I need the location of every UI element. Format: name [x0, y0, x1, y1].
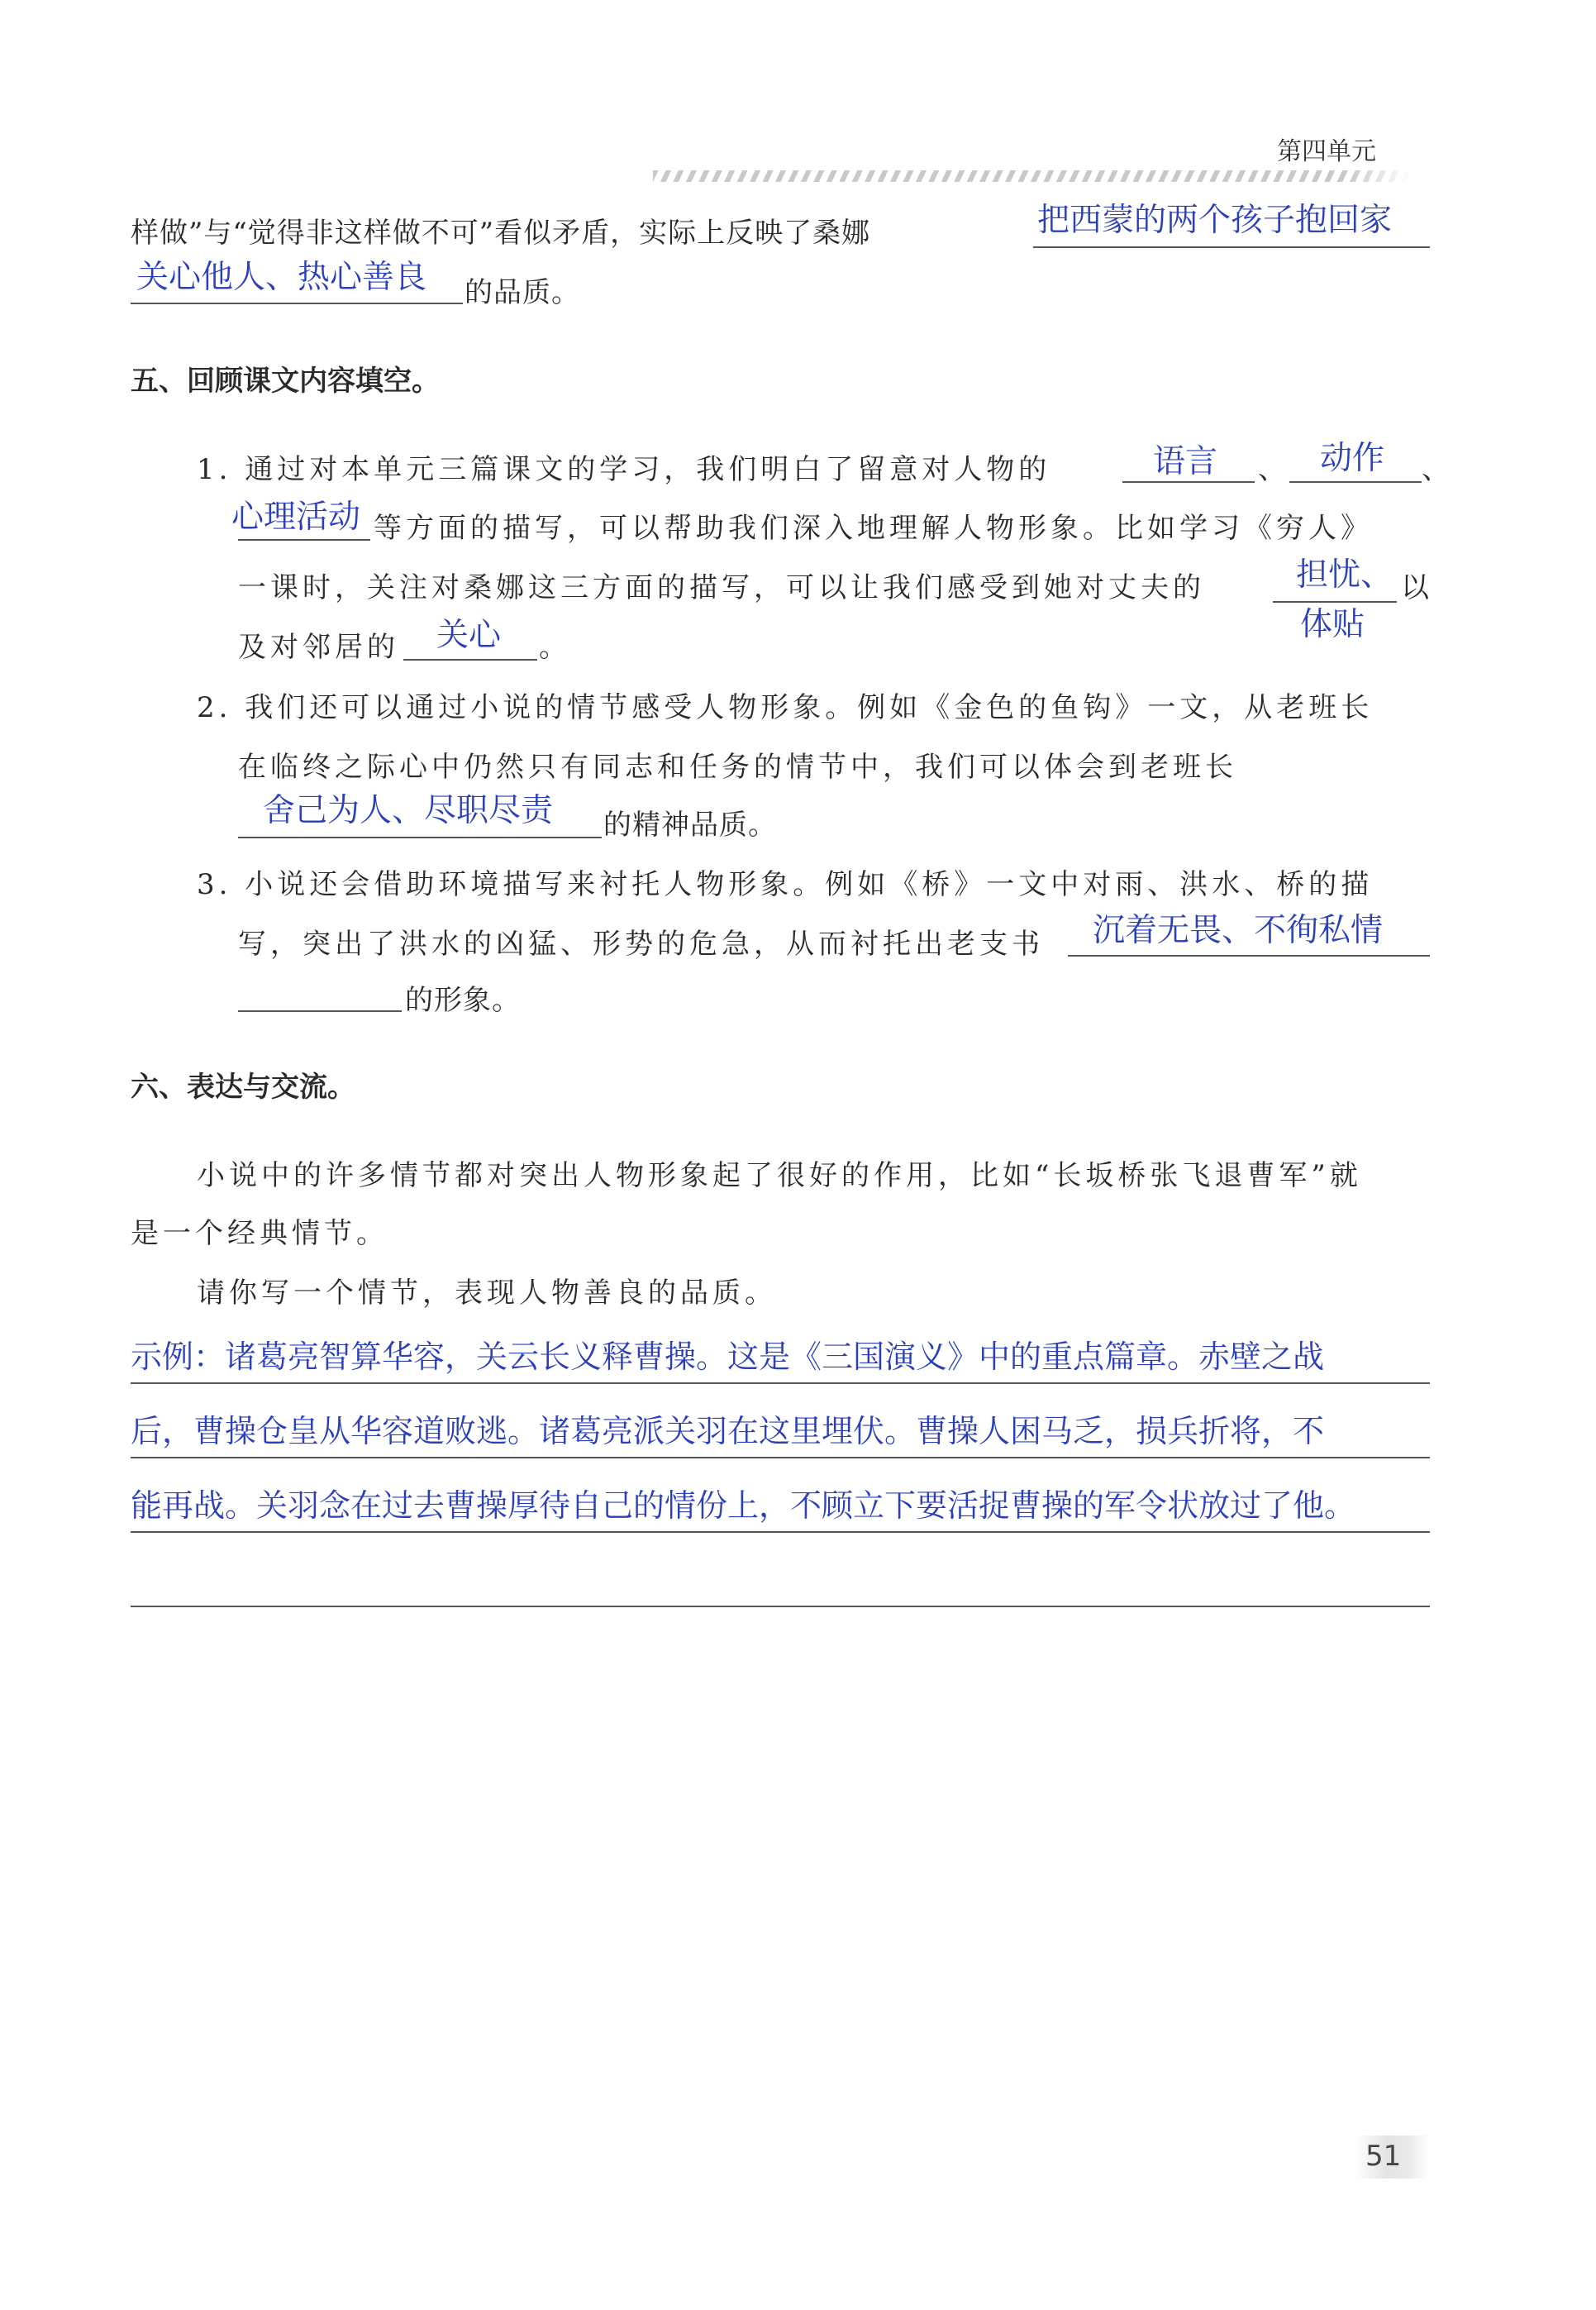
- q3-line3-suffix: 的形象。: [405, 984, 521, 1017]
- answer-q1-c: 心理活动: [231, 499, 361, 536]
- blank-top-1: [1033, 246, 1430, 248]
- q1-sep2: 、: [1422, 453, 1451, 486]
- q2-line2: 在临终之际心中仍然只有同志和任务的情节中，我们可以体会到老班长: [238, 751, 1237, 784]
- answer-q1-d-line2: 体贴: [1300, 606, 1365, 643]
- top-para-line2-suffix: 的品质。: [465, 276, 580, 309]
- answer-line-3: 能再战。关羽念在过去曹操厚待自己的情份上，不顾立下要活捉曹操的军令状放过了他。: [131, 1487, 1356, 1524]
- q1-sep1: 、: [1258, 453, 1287, 486]
- answer-q3: 沉着无畏、不徇私情: [1093, 912, 1384, 949]
- blank-q1-c: [238, 539, 370, 541]
- unit-label: 第四单元: [1277, 137, 1376, 166]
- q2-line3-suffix: 的精神品质。: [603, 809, 777, 842]
- q1-line3: 一课时，关注对桑娜这三方面的描写，可以让我们感受到她对丈夫的: [238, 571, 1205, 604]
- blank-q3-a: [1068, 955, 1430, 957]
- blank-top-2: [131, 303, 463, 304]
- writing-line-2: [131, 1457, 1430, 1458]
- page-number: 51: [1365, 2140, 1402, 2173]
- answer-q1-d-line1: 担忧、: [1296, 556, 1394, 594]
- q1-line4: 及对邻居的: [238, 631, 399, 664]
- q2-line1: 2. 我们还可以通过小说的情节感受人物形象。例如《金色的鱼钩》一文，从老班长: [197, 691, 1374, 724]
- blank-q1-e: [403, 659, 537, 661]
- blank-q1-b: [1289, 481, 1422, 483]
- section-6-title: 六、表达与交流。: [131, 1071, 355, 1104]
- answer-line-2: 后，曹操仓皇从华容道败逃。诸葛亮派关羽在这里埋伏。曹操人困马乏，损兵折将，不: [131, 1413, 1325, 1449]
- writing-line-4: [131, 1606, 1430, 1607]
- section-6-para-line1: 小说中的许多情节都对突出人物形象起了很好的作用，比如“长坂桥张飞退曹军”就: [197, 1159, 1362, 1192]
- header-divider-bar: [653, 170, 1430, 182]
- q3-line1: 3. 小说还会借助环境描写来衬托人物形象。例如《桥》一文中对雨、洪水、桥的描: [197, 868, 1374, 901]
- section-6-prompt: 请你写一个情节，表现人物善良的品质。: [197, 1277, 777, 1310]
- answer-top-1: 把西蒙的两个孩子抱回家: [1037, 202, 1393, 239]
- section-5-title: 五、回顾课文内容填空。: [131, 365, 440, 398]
- answer-q1-a: 语言: [1153, 443, 1218, 480]
- writing-line-3: [131, 1531, 1430, 1533]
- q3-line2: 写，突出了洪水的凶猛、形势的危急，从而衬托出老支书: [238, 928, 1044, 961]
- writing-line-1: [131, 1382, 1430, 1384]
- blank-q3-b: [238, 1010, 402, 1012]
- blank-q2: [238, 837, 602, 838]
- q1-line1: 1. 通过对本单元三篇课文的学习，我们明白了留意对人物的: [197, 453, 1051, 486]
- q1-line2: 等方面的描写，可以帮助我们深入地理解人物形象。比如学习《穷人》: [374, 512, 1373, 545]
- top-para-line1: 样做”与“觉得非这样做不可”看似矛盾，实际上反映了桑娜: [131, 217, 871, 250]
- answer-q2: 舍己为人、尽职尽责: [263, 792, 554, 829]
- q1-line4-suffix: 。: [539, 631, 568, 664]
- section-6-para-line2: 是一个经典情节。: [131, 1217, 388, 1250]
- answer-top-2: 关心他人、热心善良: [136, 259, 427, 296]
- answer-line-1: 示例：诸葛亮智算华容，关云长义释曹操。这是《三国演义》中的重点篇章。赤壁之战: [131, 1339, 1325, 1375]
- answer-q1-e: 关心: [436, 617, 502, 654]
- answer-q1-b: 动作: [1320, 440, 1385, 477]
- q1-line3-suffix: 以: [1401, 571, 1430, 604]
